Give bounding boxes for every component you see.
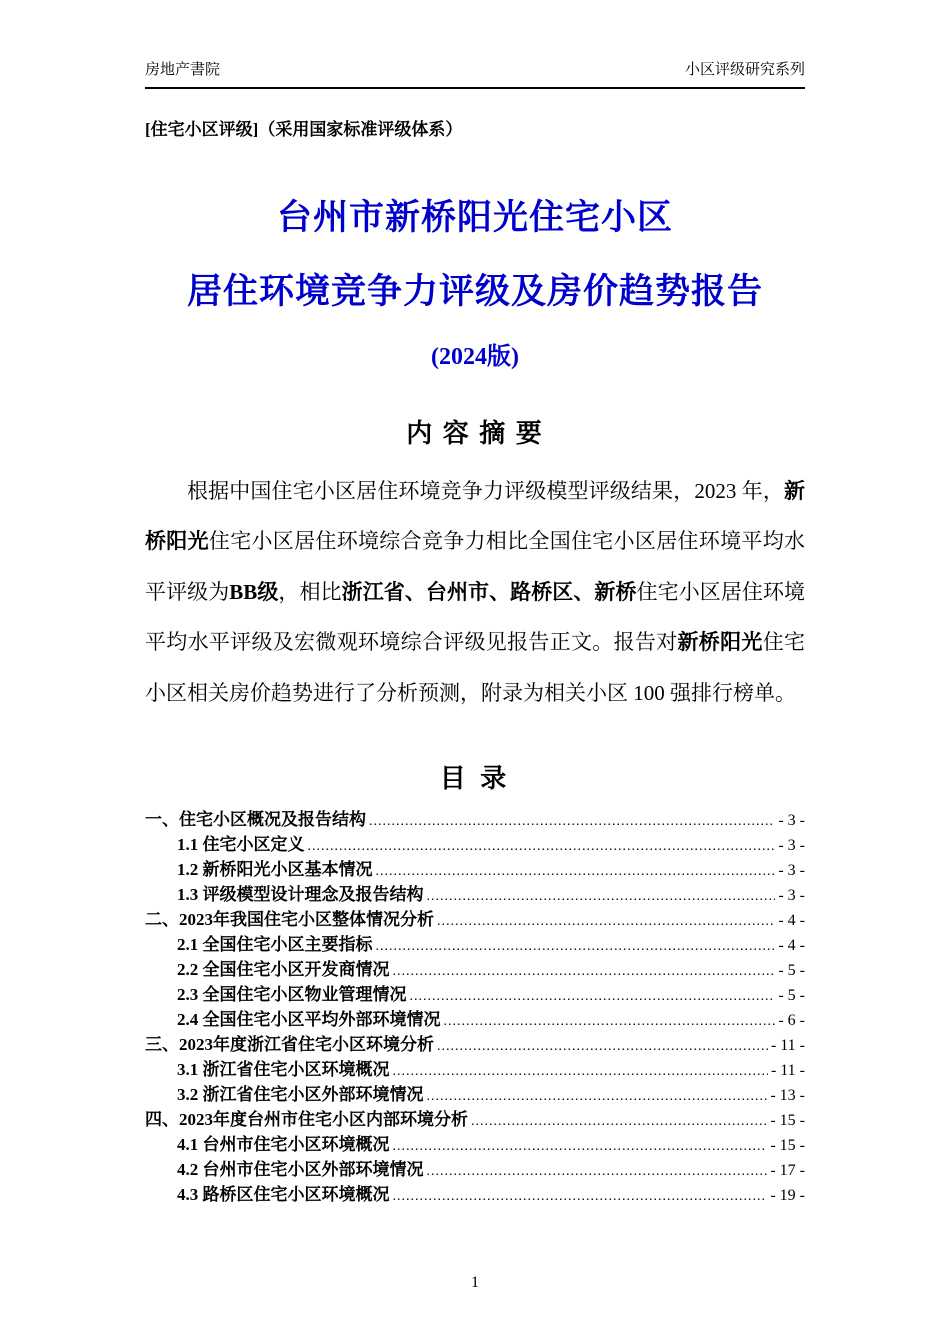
toc-entry-page: - 3 -: [778, 811, 805, 829]
toc-entry-page: - 17 -: [770, 1161, 805, 1179]
toc-dot-leader: [393, 1134, 768, 1157]
toc-dot-leader: [393, 1184, 768, 1207]
toc-entry[interactable]: [145, 1007, 805, 1032]
toc-dot-leader: [444, 1009, 776, 1032]
toc-dot-leader: [308, 834, 776, 857]
toc-dot-leader: [427, 1159, 768, 1182]
toc-entry[interactable]: [145, 832, 805, 857]
toc-dot-leader: [376, 859, 776, 882]
abstract-segment-bold: BB级: [229, 579, 279, 604]
toc-entry-label: 2.2 全国住宅小区开发商情况: [177, 959, 390, 979]
abstract-segment: 住宅小区居住环境平均水平评级及宏微观环境综合评级见报告正文。报告对: [145, 579, 806, 655]
toc-entry-page: - 3 -: [778, 836, 805, 854]
abstract-segment: 住宅小区居住环境综合竞争力相比全国住宅小区居住环境平均水平评级为: [145, 529, 806, 604]
table-of-contents: [145, 807, 805, 1207]
report-title-line1: 台州市新桥阳光住宅小区: [276, 198, 673, 237]
toc-entry[interactable]: [145, 1132, 805, 1157]
toc-entry-label: 三、2023年度浙江省住宅小区环境分析: [145, 1034, 434, 1054]
toc-entry-page: - 11 -: [770, 1036, 805, 1054]
toc-entry-label: 2.3 全国住宅小区物业管理情况: [177, 984, 407, 1004]
toc-dot-leader: [437, 1034, 768, 1057]
toc-entry-label: 2.4 全国住宅小区平均外部环境情况: [177, 1009, 441, 1029]
toc-entry[interactable]: [145, 982, 805, 1007]
toc-entry-label: 1.1 住宅小区定义: [177, 834, 305, 854]
toc-entry-label: 一、住宅小区概况及报告结构: [145, 809, 366, 829]
toc-entry[interactable]: [145, 932, 805, 957]
report-title-line2: 居住环境竞争力评级及房价趋势报告: [186, 272, 763, 311]
report-edition: (2024版): [431, 344, 519, 370]
toc-entry-page: - 5 -: [778, 961, 805, 979]
toc-entry-label: 4.1 台州市住宅小区环境概况: [177, 1134, 390, 1154]
toc-entry[interactable]: [145, 907, 805, 932]
page-number: 1: [471, 1274, 479, 1291]
toc-entry[interactable]: [145, 807, 805, 832]
toc-entry-label: 1.3 评级模型设计理念及报告结构: [177, 884, 424, 904]
toc-entry-page: - 15 -: [770, 1136, 805, 1154]
toc-dot-leader: [437, 909, 775, 932]
toc-entry[interactable]: [145, 1107, 805, 1132]
toc-entry-label: 二、2023年我国住宅小区整体情况分析: [145, 909, 434, 929]
toc-entry[interactable]: [145, 1032, 805, 1057]
toc-entry[interactable]: [145, 1157, 805, 1182]
page-footer: [0, 1274, 950, 1292]
abstract-segment-bold: 浙江省、台州市、路桥区、新桥: [341, 579, 637, 604]
toc-dot-leader: [471, 1109, 767, 1132]
abstract-segment: 住宅小区相关房价趋势进行了分析预测，附录为相关小区 100 强排行榜单。: [145, 630, 806, 705]
abstract-segment: ，相比: [278, 579, 342, 604]
toc-entry[interactable]: [145, 1082, 805, 1107]
toc-entry-page: - 19 -: [770, 1186, 805, 1204]
page-header: [145, 58, 805, 89]
toc-entry-label: 4.2 台州市住宅小区外部环境情况: [177, 1159, 424, 1179]
toc-entry-page: - 4 -: [778, 936, 805, 954]
toc-entry[interactable]: [145, 857, 805, 882]
toc-entry-page: - 13 -: [770, 1086, 805, 1104]
toc-entry-label: 2.1 全国住宅小区主要指标: [177, 934, 373, 954]
toc-entry[interactable]: [145, 882, 805, 907]
toc-entry-page: - 15 -: [770, 1111, 805, 1129]
toc-entry[interactable]: [145, 1057, 805, 1082]
toc-entry-page: - 6 -: [778, 1011, 805, 1029]
toc-dot-leader: [427, 884, 776, 907]
toc-dot-leader: [376, 934, 776, 957]
toc-entry-page: - 4 -: [778, 911, 805, 929]
toc-entry-label: 3.1 浙江省住宅小区环境概况: [177, 1059, 390, 1079]
toc-dot-leader: [427, 1084, 768, 1107]
toc-dot-leader: [393, 1059, 768, 1082]
report-title-block: [145, 190, 805, 371]
toc-entry-label: 1.2 新桥阳光小区基本情况: [177, 859, 373, 879]
toc-entry-page: - 11 -: [770, 1061, 805, 1079]
toc-entry-page: - 5 -: [778, 986, 805, 1004]
toc-entry-page: - 3 -: [778, 886, 805, 904]
abstract-segment: 根据中国住宅小区居住环境竞争力评级模型评级结果，2023 年，: [187, 479, 784, 503]
abstract-segment-bold: 新桥阳光: [677, 630, 763, 655]
toc-entry[interactable]: [145, 957, 805, 982]
header-series-right: 小区评级研究系列: [684, 62, 805, 78]
abstract-paragraph: [145, 466, 805, 718]
toc-entry-label: 3.2 浙江省住宅小区外部环境情况: [177, 1084, 424, 1104]
toc-heading: 目 录: [439, 763, 511, 793]
header-series-left: 房地产書院: [145, 62, 221, 78]
abstract-heading: 内 容 摘 要: [406, 419, 544, 448]
toc-dot-leader: [410, 984, 776, 1007]
toc-entry[interactable]: [145, 1182, 805, 1207]
toc-dot-leader: [369, 809, 775, 832]
toc-entry-label: 4.3 路桥区住宅小区环境概况: [177, 1184, 390, 1204]
abstract-segment-bold: 新桥阳光: [145, 479, 805, 554]
toc-entry-label: 四、2023年度台州市住宅小区内部环境分析: [145, 1109, 468, 1129]
rating-system-tagline: [住宅小区评级]（采用国家标准评级体系）: [145, 120, 463, 139]
toc-dot-leader: [393, 959, 776, 982]
toc-entry-page: - 3 -: [778, 861, 805, 879]
